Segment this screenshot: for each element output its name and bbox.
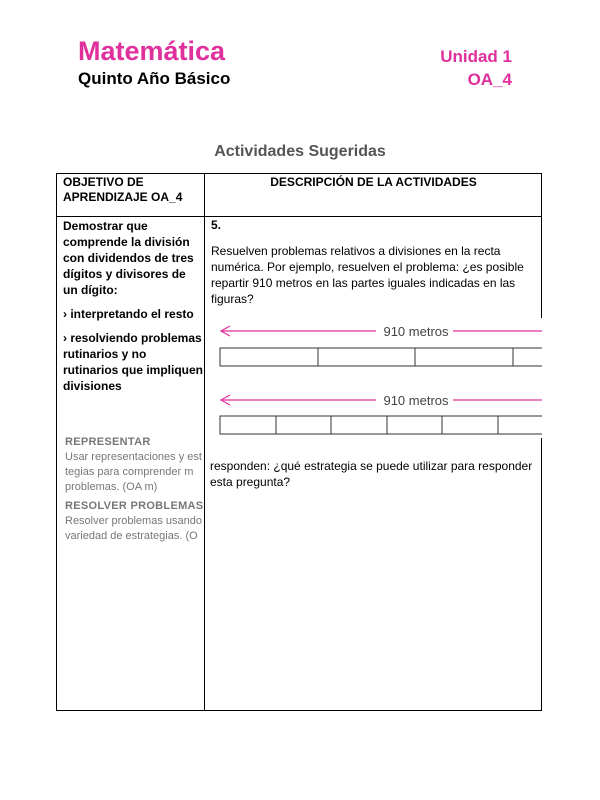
- description-column-header: DESCRIPCIÓN DE LA ACTIVIDADES: [270, 175, 477, 189]
- number-line-figure: [216, 318, 542, 438]
- skill-text-line: tegias para comprender m: [65, 466, 194, 478]
- page-title: Matemática: [78, 36, 226, 66]
- skill-text-line: Resolver problemas usando: [65, 515, 202, 527]
- activity-description: Resuelven problemas relativos a divisiones en la recta numérica. Por ejemplo, resuelven el problema: ¿es posible repartir 910 metros en las partes iguales indicadas en las figuras?: [211, 244, 524, 306]
- bar-2: [220, 416, 542, 434]
- length-label-1: 910 metros: [383, 324, 449, 339]
- objective-bullet-remainder: › interpretando el resto: [63, 307, 194, 321]
- skill-text-line: variedad de estrategias. (O: [65, 530, 198, 542]
- objective-cell: [63, 218, 203, 402]
- skill-text-problem-solving: [65, 514, 204, 544]
- response-text: responden: ¿qué estrategia se puede utilizar para responder esta pregunta?: [210, 459, 533, 489]
- page-subtitle: Quinto Año Básico: [78, 69, 231, 88]
- skill-text-line: Usar representaciones y est: [65, 451, 202, 463]
- number-line-svg: [216, 318, 542, 438]
- table-column-divider: [204, 173, 205, 711]
- table-header-divider: [56, 216, 542, 217]
- skill-text-represent: [65, 450, 204, 495]
- oa-label: OA_4: [467, 70, 512, 89]
- skill-heading-represent: REPRESENTAR: [65, 436, 151, 448]
- unit-label: Unidad 1: [440, 47, 512, 66]
- skills-panel: [56, 430, 204, 550]
- length-label-2: 910 metros: [383, 393, 449, 408]
- skill-text-line: problemas. (OA m): [65, 481, 158, 493]
- skill-heading-problem-solving: RESOLVER PROBLEMAS: [65, 500, 204, 512]
- section-title: Actividades Sugeridas: [214, 143, 386, 160]
- objective-bullet-problems: › resolviendo problemas rutinarios y no rutinarios que impliquen divisiones: [63, 331, 204, 393]
- objective-column-header: OBJETIVO DE APRENDIZAJE OA_4: [63, 175, 183, 204]
- objective-main-text: Demostrar que comprende la división con dividendos de tres dígitos y divisores de un dígito:: [63, 219, 194, 297]
- bar-1: [220, 348, 542, 366]
- activity-number: 5.: [211, 218, 222, 232]
